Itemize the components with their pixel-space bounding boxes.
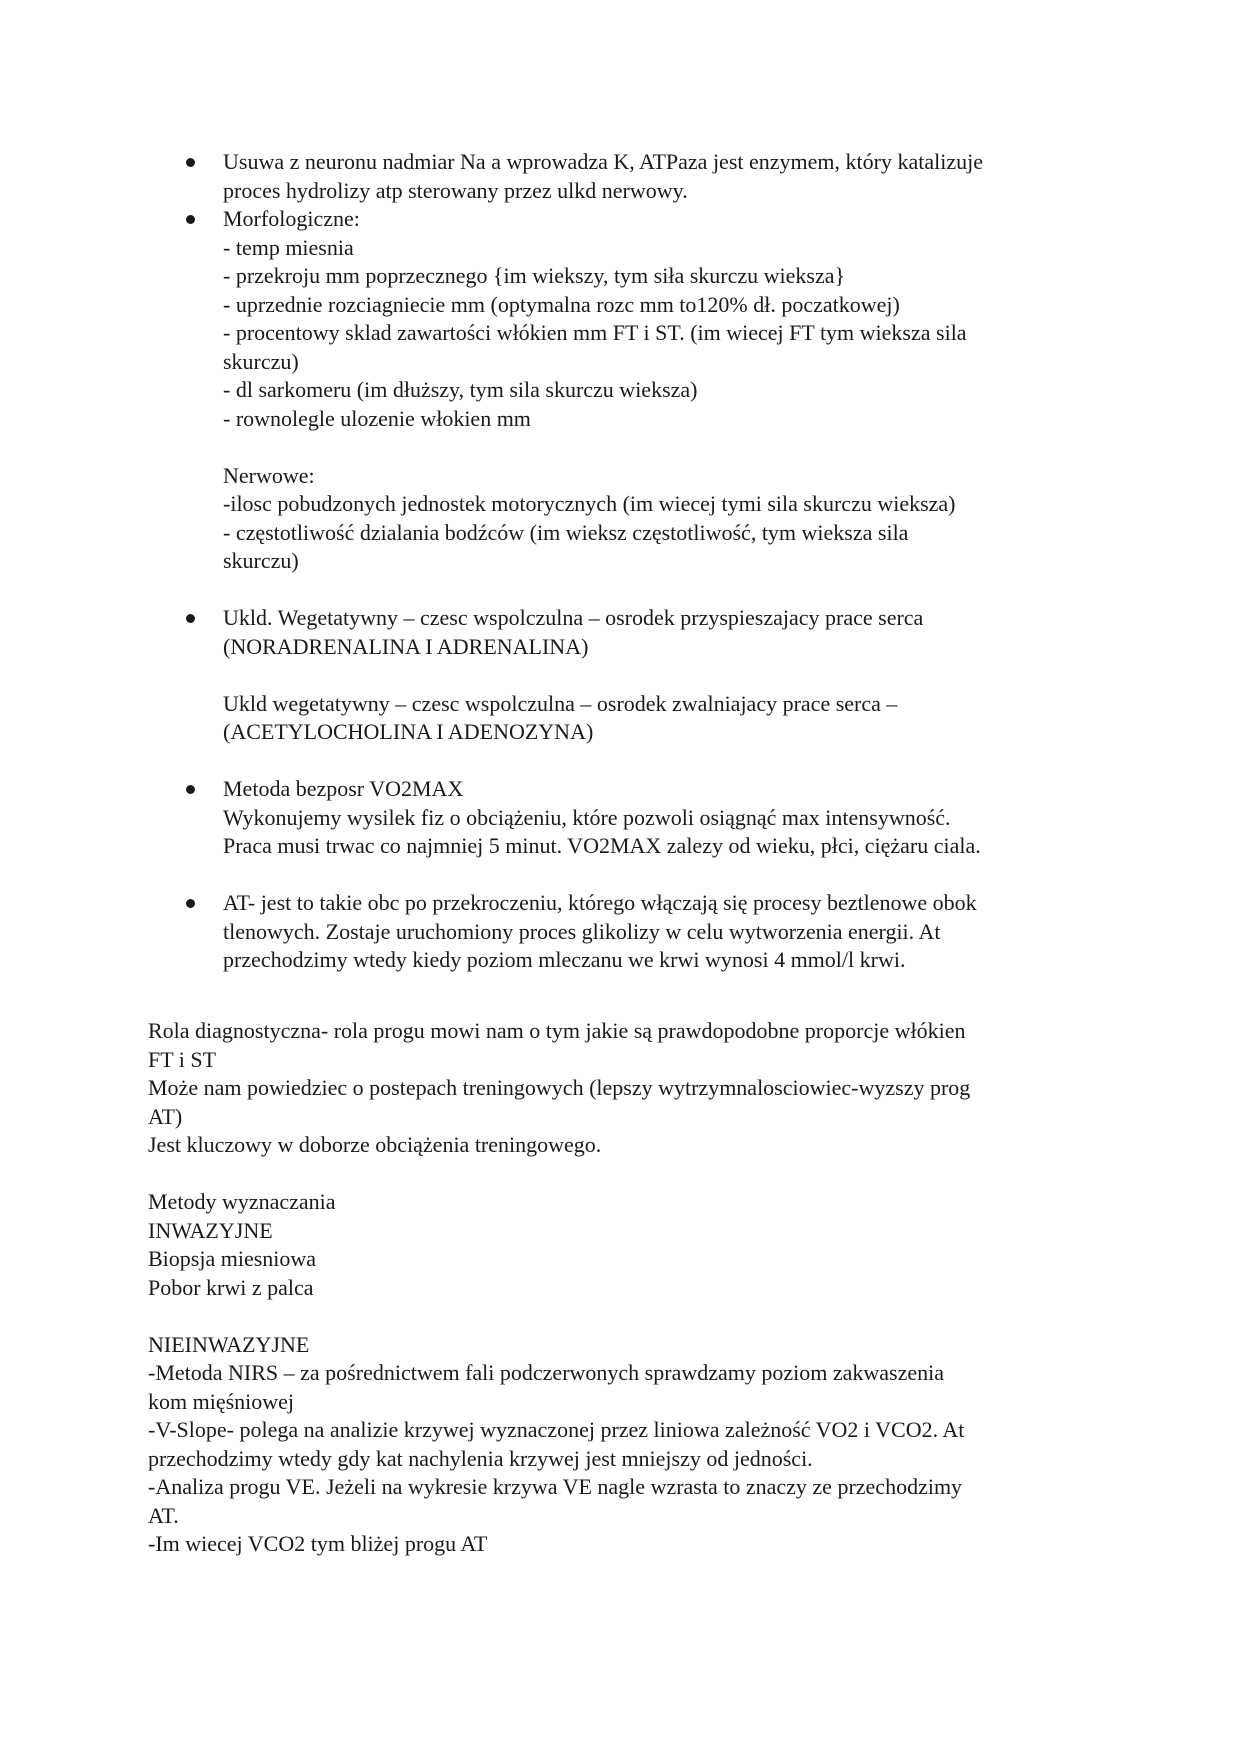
text-line: (ACETYLOCHOLINA I ADENOZYNA) bbox=[223, 719, 594, 744]
list-line: -ilosc pobudzonych jednostek motorycznych (im wiecej tymi sila skurczu wieksza) bbox=[223, 491, 956, 516]
section-heading: Metody wyznaczania bbox=[148, 1189, 336, 1214]
bullet-dot-icon bbox=[186, 614, 195, 623]
bullet-item-vo2max bbox=[0, 775, 1103, 889]
text-line: AT- jest to takie obc po przekroczeniu, którego włączają się procesy beztlenowe obok bbox=[223, 890, 977, 915]
text-line: Praca musi trwac co najmniej 5 minut. VO2MAX zalezy od wieku, płci, ciężaru ciala. bbox=[223, 833, 981, 858]
text-line: (NORADRENALINA I ADRENALINA) bbox=[223, 633, 589, 659]
text-line: Wykonujemy wysilek fiz o obciążeniu, które pozwoli osiągnąć max intensywność. bbox=[223, 804, 951, 830]
bullet-item-atpaza bbox=[0, 148, 1103, 205]
bullet-item-morfologiczne bbox=[0, 205, 1103, 604]
bullet-dot-icon bbox=[186, 158, 195, 167]
blank-line bbox=[223, 661, 1103, 690]
text-line: przechodzimy wtedy gdy kat nachylenia krzywej jest mniejszy od jedności. bbox=[148, 1445, 813, 1471]
text-line: Ukld wegetatywny – czesc wspolczulna – osrodek zwalniajacy prace serca – bbox=[223, 690, 898, 716]
list-line: skurczu) bbox=[223, 348, 299, 374]
text-line: przechodzimy wtedy kiedy poziom mleczanu we krwi wynosi 4 mmol/l krwi. bbox=[223, 947, 906, 972]
bullet-item-at bbox=[0, 889, 1103, 975]
list-line: - przekroju mm poprzecznego {im wiekszy, tym siła skurczu wieksza} bbox=[223, 263, 846, 288]
section-heading: Morfologiczne: bbox=[223, 206, 360, 231]
list-line: skurczu) bbox=[223, 548, 299, 573]
bullet-dot-icon bbox=[186, 215, 195, 224]
section-heading: INWAZYJNE bbox=[148, 1217, 273, 1243]
text-line: Jest kluczowy w doborze obciążenia treningowego. bbox=[148, 1132, 602, 1157]
text-line: -V-Slope- polega na analizie krzywej wyznaczonej przez liniowa zależność VO2 i VCO2. At bbox=[148, 1417, 965, 1442]
text-line: AT) bbox=[148, 1103, 183, 1129]
list-line: - rownolegle ulozenie włokien mm bbox=[223, 405, 531, 431]
text-line: Biopsja miesniowa bbox=[148, 1246, 317, 1271]
list-line: - uprzednie rozciagniecie mm (optymalna rozc mm to120% dł. poczatkowej) bbox=[223, 291, 900, 317]
text-line: tlenowych. Zostaje uruchomiony proces glikolizy w celu wytworzenia energii. At bbox=[223, 918, 941, 944]
bullet-list bbox=[0, 148, 1240, 975]
text-line: -Metoda NIRS – za pośrednictwem fali podczerwonych sprawdzamy poziom zakwaszenia bbox=[148, 1360, 944, 1385]
blank-line bbox=[223, 433, 1103, 462]
section-heading: NIEINWAZYJNE bbox=[148, 1331, 310, 1357]
list-line: - częstotliwość dzialania bodźców (im wieksz częstotliwość, tym wieksza sila bbox=[223, 519, 909, 545]
text-line: Metoda bezposr VO2MAX bbox=[223, 776, 464, 801]
section-heading: Nerwowe: bbox=[223, 462, 315, 488]
bullet-dot-icon bbox=[186, 785, 195, 794]
text-line: FT i ST bbox=[148, 1046, 217, 1072]
bullet-item-ukld-wegetatywny bbox=[0, 604, 1103, 775]
text-line: Pobor krwi z palca bbox=[148, 1274, 314, 1300]
text-line: AT. bbox=[148, 1502, 179, 1528]
blank-line bbox=[223, 861, 1103, 890]
list-line: - temp miesnia bbox=[223, 234, 354, 260]
text-line: Ukld. Wegetatywny – czesc wspolczulna – osrodek przyspieszajacy prace serca bbox=[223, 605, 924, 630]
text-line: -Im wiecej VCO2 tym bliżej progu AT bbox=[148, 1531, 488, 1556]
text-line: -Analiza progu VE. Jeżeli na wykresie krzywa VE nagle wzrasta to znaczy ze przechodzimy bbox=[148, 1474, 963, 1499]
list-line: - procentowy sklad zawartości włókien mm FT i ST. (im wiecej FT tym wieksza sila bbox=[223, 320, 967, 345]
text-line: proces hydrolizy atp sterowany przez ulkd nerwowy. bbox=[223, 177, 688, 203]
body-text bbox=[148, 1017, 1108, 1559]
list-line: - dl sarkomeru (im dłuższy, tym sila skurczu wieksza) bbox=[223, 377, 698, 402]
blank-line bbox=[223, 576, 1103, 605]
bullet-dot-icon bbox=[186, 899, 195, 908]
blank-line bbox=[148, 1302, 1108, 1331]
text-line: Rola diagnostyczna- rola progu mowi nam o tym jakie są prawdopodobne proporcje włókien bbox=[148, 1018, 966, 1043]
blank-line bbox=[223, 747, 1103, 776]
text-line: Może nam powiedziec o postepach treningowych (lepszy wytrzymnalosciowiec-wyzszy prog bbox=[148, 1075, 971, 1100]
blank-line bbox=[148, 1160, 1108, 1189]
text-line: Usuwa z neuronu nadmiar Na a wprowadza K, ATPaza jest enzymem, który katalizuje bbox=[223, 149, 983, 174]
text-line: kom mięśniowej bbox=[148, 1388, 295, 1414]
